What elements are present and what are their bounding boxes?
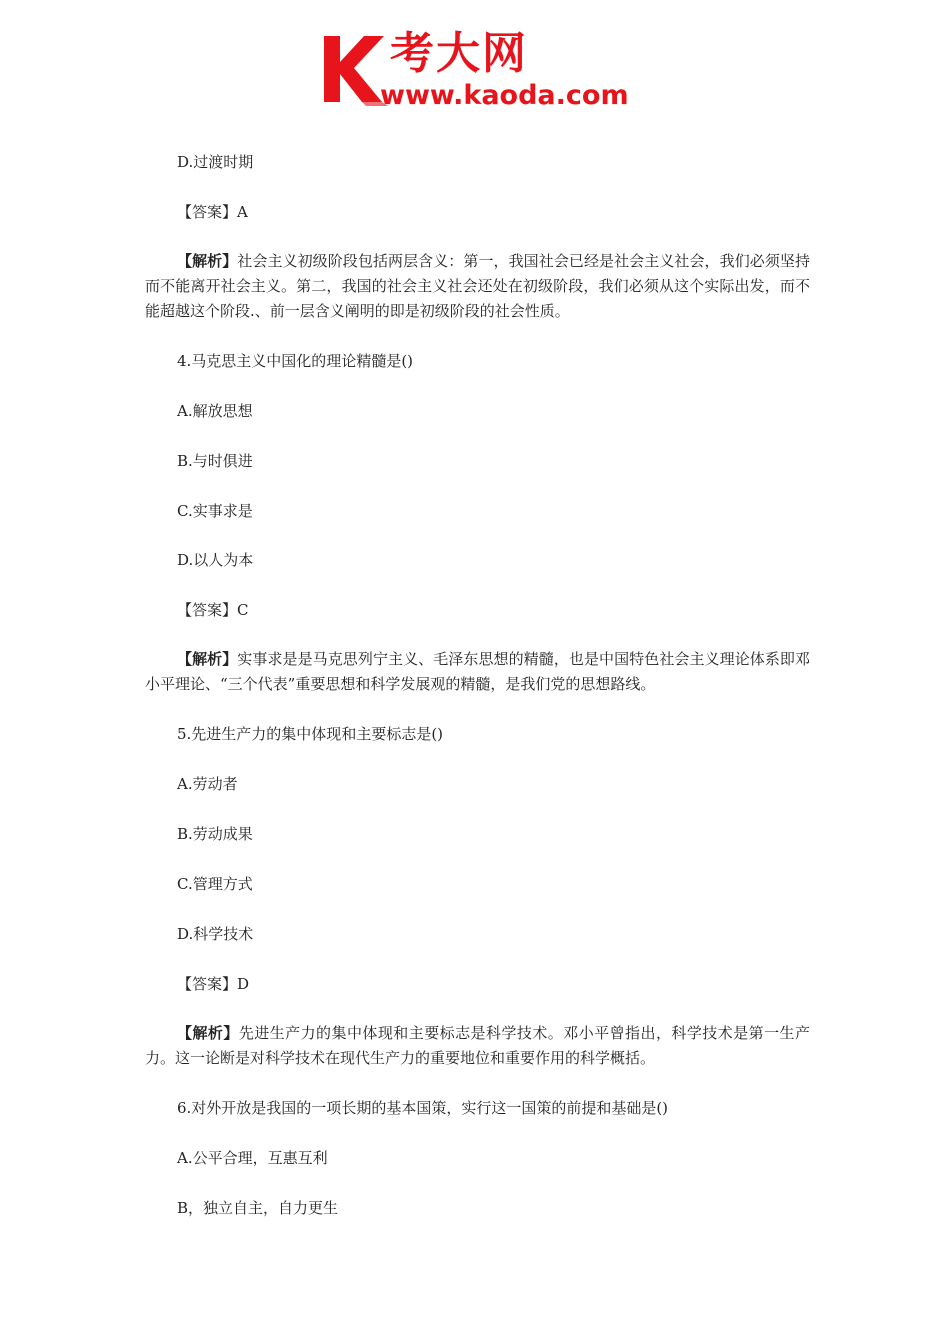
q3-answer: 【答案】A <box>177 203 248 221</box>
q4-question: 4.马克思主义中国化的理论精髓是() <box>177 352 414 370</box>
q3-analysis <box>145 249 810 324</box>
q5-analysis-tag: 【解析】 <box>177 1024 239 1042</box>
q4-option-b: B.与时俱进 <box>177 452 253 470</box>
q6-option-a: A.公平合理，互惠互利 <box>177 1149 328 1167</box>
q3-option-d: D.过渡时期 <box>177 153 254 171</box>
q4-option-d: D.以人为本 <box>177 551 254 569</box>
q4-analysis <box>145 647 810 697</box>
q4-option-c: C.实事求是 <box>177 502 253 520</box>
logo-brand-text: 考大网 <box>390 28 528 79</box>
q5-answer: 【答案】D <box>177 975 250 993</box>
kaoda-logo <box>318 28 638 112</box>
q6-option-b: B，独立自主，自力更生 <box>177 1199 339 1217</box>
q3-analysis-text: 社会主义初级阶段包括两层含义：第一，我国社会已经是社会主义社会，我们必须坚持而不能离开社会主义。第二，我国的社会主义社会还处在初级阶段，我们必须从这个实际出发，而不能超越这个阶段.、前一层含义阐明的即是初级阶段的社会性质。 <box>145 252 810 320</box>
q5-option-b: B.劳动成果 <box>177 825 253 843</box>
q4-option-a: A.解放思想 <box>177 402 253 420</box>
q5-analysis-text: 先进生产力的集中体现和主要标志是科学技术。邓小平曾指出，科学技术是第一生产力。这一论断是对科学技术在现代生产力的重要地位和重要作用的科学概括。 <box>145 1024 810 1067</box>
q4-analysis-text: 实事求是是马克思列宁主义、毛泽东思想的精髓，也是中国特色社会主义理论体系即邓小平理论、“三个代表”重要思想和科学发展观的精髓，是我们党的思想路线。 <box>145 650 810 693</box>
logo-url-text: www.kaoda.com <box>380 80 629 111</box>
q4-analysis-tag: 【解析】 <box>177 650 238 668</box>
k-logo-icon <box>318 32 388 106</box>
q5-option-a: A.劳动者 <box>177 775 238 793</box>
q5-analysis <box>145 1021 810 1071</box>
q5-question: 5.先进生产力的集中体现和主要标志是() <box>177 725 444 743</box>
q5-option-c: C.管理方式 <box>177 875 253 893</box>
q5-option-d: D.科学技术 <box>177 925 254 943</box>
q6-question: 6.对外开放是我国的一项长期的基本国策，实行这一国策的前提和基础是() <box>177 1099 669 1117</box>
q4-answer: 【答案】C <box>177 601 249 619</box>
q3-analysis-tag: 【解析】 <box>177 252 238 270</box>
